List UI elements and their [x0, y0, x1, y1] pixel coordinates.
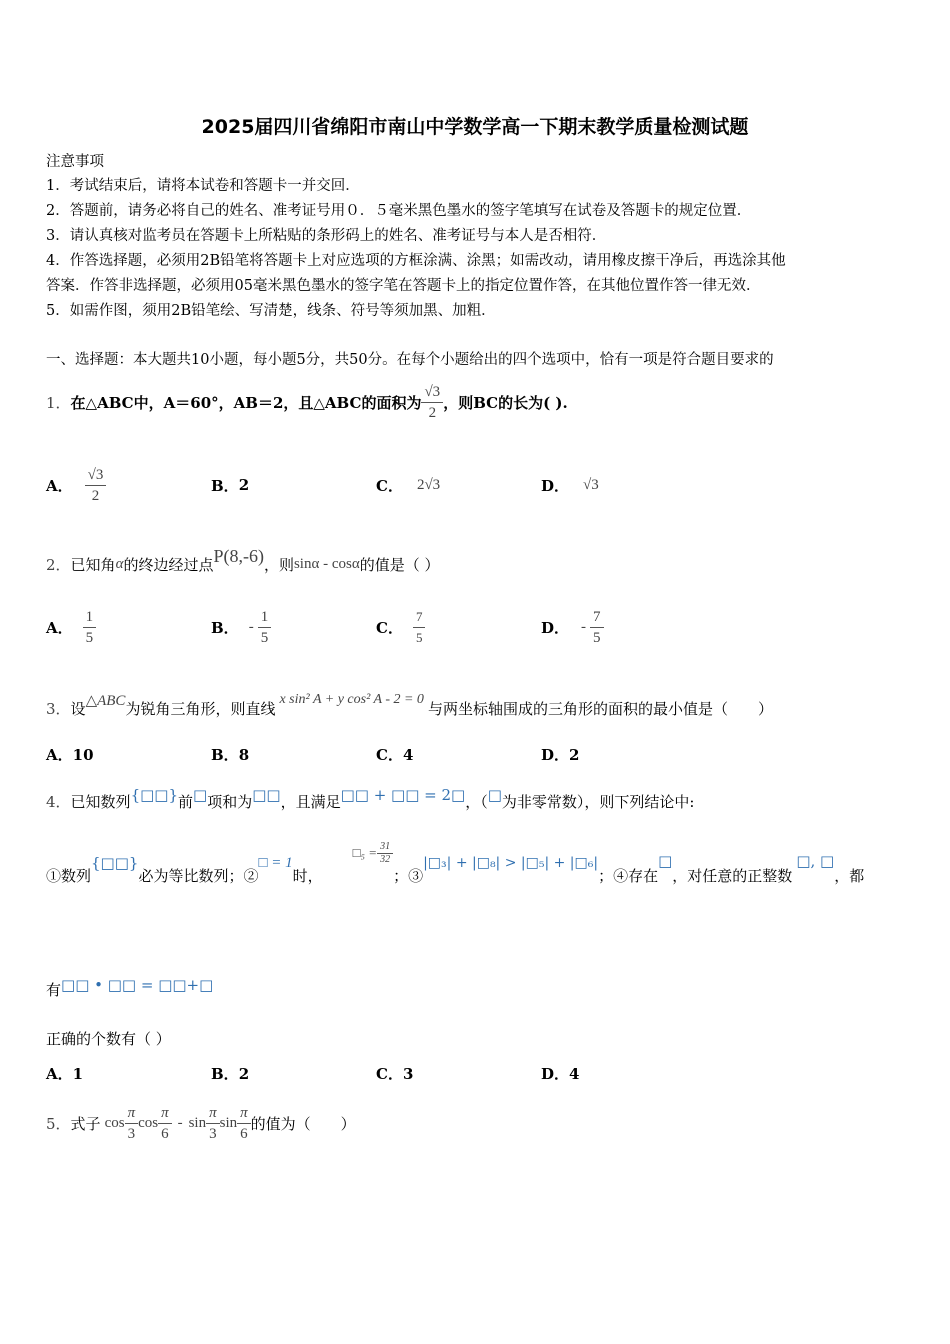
option-b: B． - $\frac{1}{5}$	[211, 602, 271, 652]
option-a: A． $\frac{1}{5}$	[46, 602, 96, 652]
q4-statement-4-cont: 有 □□ • □□ = □□+□	[46, 976, 214, 999]
question-3: 3． 设 △ABC 为锐角三角形，则直线 x sin² A + y cos² A - 2 = 0 与两坐标轴围成的三角形的面积的最小值是（ ）	[46, 692, 773, 718]
option-d: D．2	[541, 746, 580, 764]
option-c: C． 2√3	[376, 476, 441, 495]
option-b: B．8	[211, 746, 250, 764]
notice-item: 答案．作答非选择题，必须用05毫米黑色墨水的签字笔在答题卡上的指定位置作答，在其他位置作答一律无效．	[46, 278, 761, 294]
question-text: ，则BC的长为( ).	[443, 393, 568, 412]
notice-item: 1．考试结束后，请将本试卷和答题卡一并交回．	[46, 178, 360, 194]
notice-heading: 注意事项	[46, 154, 104, 170]
option-c: C． $\frac{7}{5}$	[376, 602, 425, 652]
option-a: A． $\frac{√3}{2}$	[46, 460, 106, 510]
notice-item: 4．作答选择题，必须用2B铅笔将答题卡上对应选项的方框涂满、涂黑；如需改动，请用橡皮擦干净后，再选涂其他	[46, 253, 786, 269]
question-number: 1．	[46, 393, 71, 412]
options-q3	[46, 744, 906, 766]
option-d: D． √3	[541, 476, 599, 495]
option-c: C．4	[376, 746, 414, 764]
notice-item: 5．如需作图，须用2B铅笔绘、写清楚，线条、符号等须加黑、加粗．	[46, 303, 496, 319]
option-c: C．3	[376, 1065, 414, 1083]
fraction: $\frac{√3}{2}$	[85, 465, 107, 506]
options-q2	[46, 602, 906, 652]
option-d: D．4	[541, 1065, 580, 1083]
option-b: B．2	[211, 1065, 250, 1083]
option-d: D． - $\frac{7}{5}$	[541, 602, 604, 652]
s5-expression: □₅ = $\frac{31}{32}$	[353, 841, 393, 866]
option-a: A．1	[46, 1065, 84, 1083]
option-a: A．10	[46, 746, 94, 764]
options-q1	[46, 460, 906, 510]
page-title: 2025届四川省绵阳市南山中学数学高一下期末教学质量检测试题	[201, 116, 749, 138]
fraction: $\frac{√3}{2}$	[421, 382, 443, 423]
option-b: B． 2	[211, 476, 250, 495]
q4-follow: 正确的个数有（ ）	[46, 1030, 171, 1048]
question-2: 2． 已知角 α 的终边经过点 P(8,-6) ，则 sinα - cosα 的值是（ ）	[46, 545, 440, 574]
question-4: 4． 已知数列 {□□} 前 □ 项和为 □□ ，且满足 □□ + □□ = 2□ ，（ □ 为非零常数），则下列结论中:	[46, 786, 695, 811]
section-heading: 一、选择题：本大题共10小题，每小题5分，共50分。在每个小题给出的四个选项中，恰有一项是符合题目要求的	[46, 352, 774, 368]
question-1	[46, 376, 568, 428]
q4-statements: ①数列 {□□} 必为等比数列；② □ = 1 时， □₅ = $\frac{31}{32}$ ；③ |□₃| + |□₈| > |□₅| + |□₆| ；④存在 □ ，对任意的正整数 □, □ ，都	[46, 840, 865, 885]
question-5: 5． 式子 cos $\frac{\pi}{3}$ cos $\frac{\pi}{6}$ - sin $\frac{\pi}{3}$ sin $\frac{\pi}{6}$ 的值为（ ）	[46, 1104, 356, 1142]
notice-item: 2．答题前，请务必将自己的姓名、准考证号用０．５毫米黑色墨水的签字笔填写在试卷及答题卡的规定位置．	[46, 203, 752, 219]
options-q4	[46, 1063, 906, 1085]
notice-item: 3．请认真核对监考员在答题卡上所粘贴的条形码上的姓名、准考证号与本人是否相符．	[46, 228, 607, 244]
question-text: 在△ABC中，A＝60°，AB＝2，且△ABC的面积为	[70, 393, 422, 412]
